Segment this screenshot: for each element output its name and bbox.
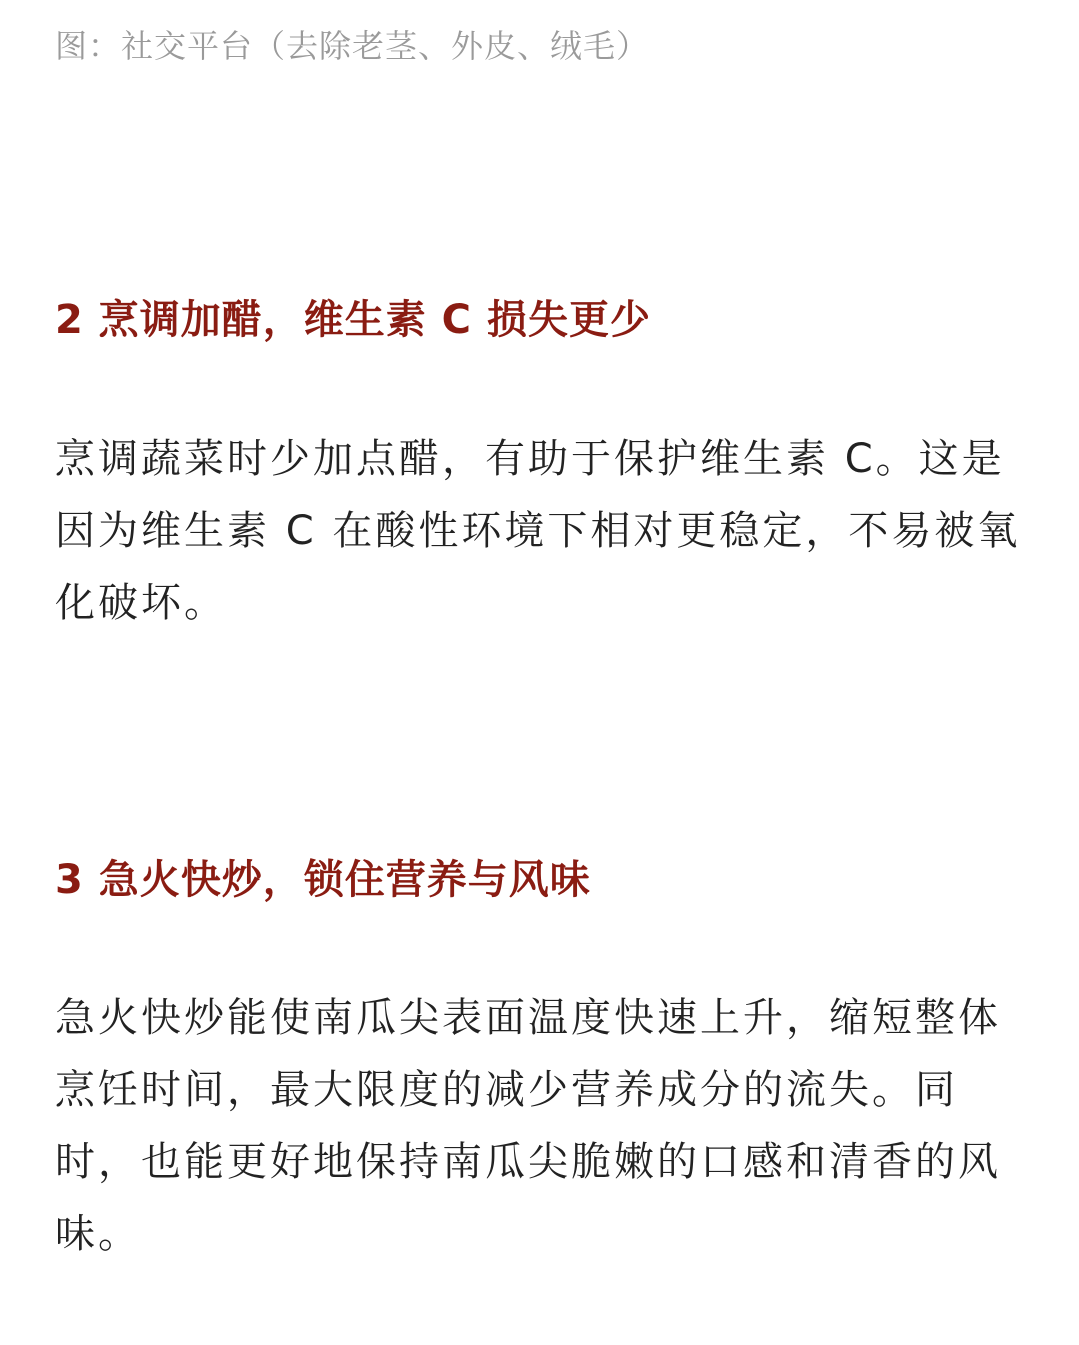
section-heading-vinegar: 2 烹调加醋，维生素 C 损失更少: [55, 297, 651, 343]
section-paragraph-vinegar: 烹调蔬菜时少加点醋，有助于保护维生素 C。这是因为维生素 C 在酸性环境下相对更稳定，不易被氧化破坏。: [55, 436, 1021, 626]
section-paragraph-stir-fry: 急火快炒能使南瓜尖表面温度快速上升，缩短整体烹饪时间，最大限度的减少营养成分的流失。同时，也能更好地保持南瓜尖脆嫩的口感和清香的风味。: [55, 995, 1001, 1257]
section-heading-stir-fry: 3 急火快炒，锁住营养与风味: [55, 857, 591, 903]
image-caption: 图：社交平台（去除老茎、外皮、绒毛）: [55, 27, 650, 65]
